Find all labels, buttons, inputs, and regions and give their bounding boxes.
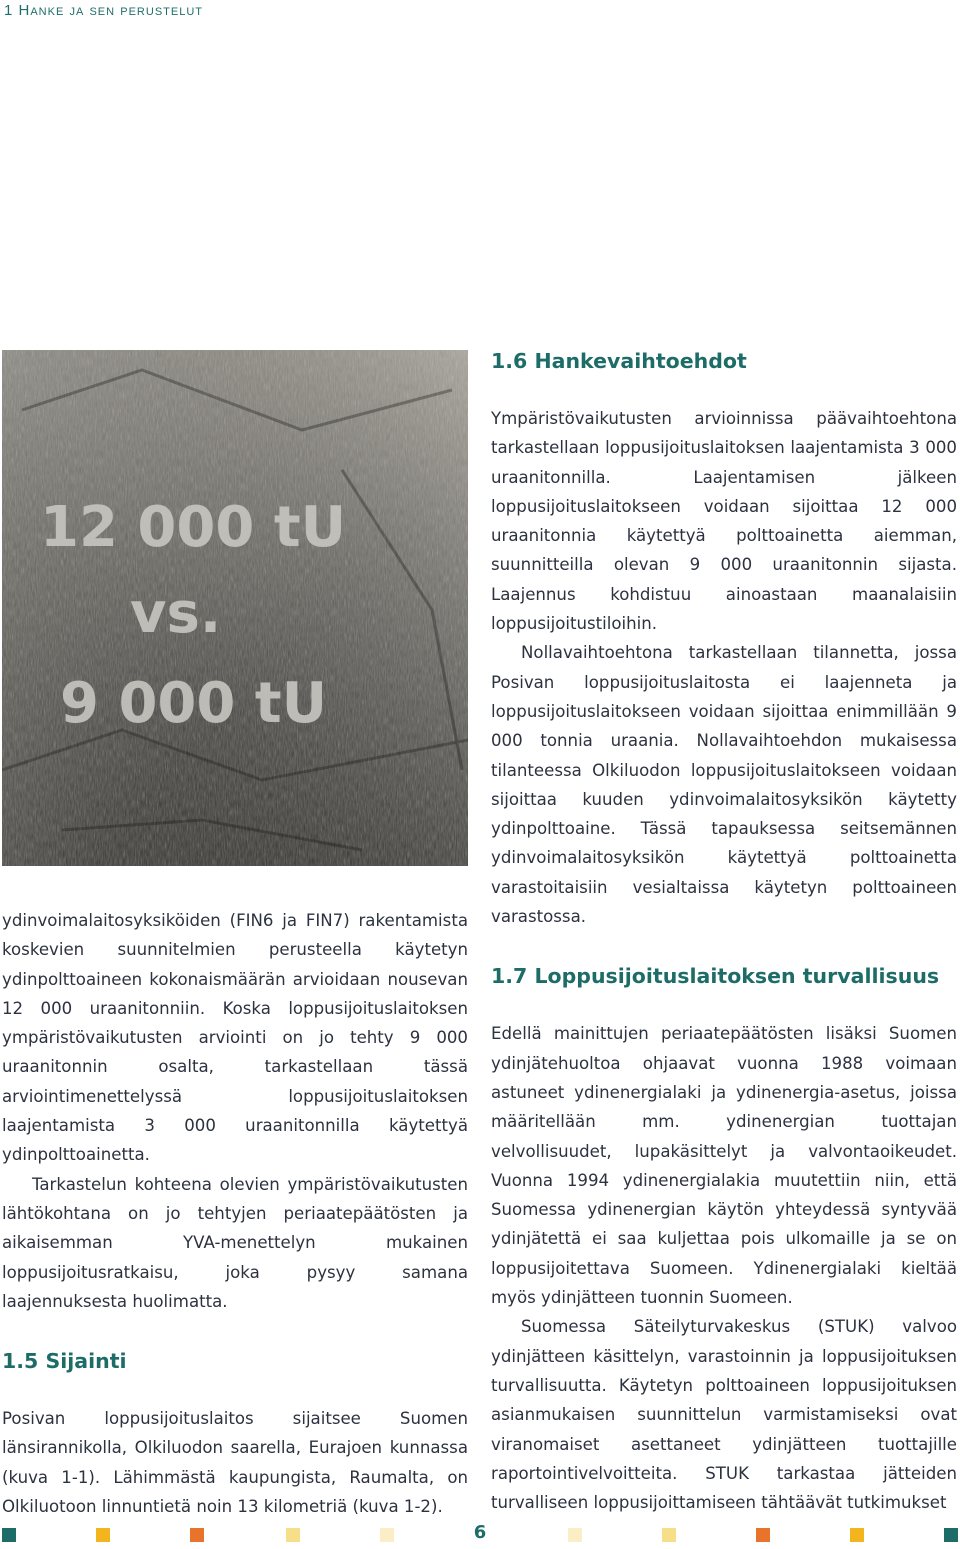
section-heading-turvallisuus: 1.7 Loppusijoituslaitoksen turvallisuus [491,964,940,989]
footer-square [2,1528,16,1542]
section-heading-sijainti: 1.5 Sijainti [2,1349,127,1374]
body-paragraph: Posivan loppusijoituslaitos sijaitsee Suomen länsirannikolla, Olkiluodon saarella, Eurajoen kunnassa (kuva 1-1). Lähimmästä kaupungista, Raumalta, on Olkiluotoon linnuntietä noin 13 kilometriä (kuva 1-2). [2,1409,468,1517]
body-paragraph: Suomessa Säteilyturvakeskus (STUK) valvoo ydinjätteen käsittelyn, varastoinnin ja loppusijoituksen turvallisuutta. Käytetyn polttoaineen loppusijoituksen asianmukaisen suunnittelun varmistamiseksi ovat viranomaiset asettaneet ydinjätteen tuottajille raportointivelvoitteita. STUK tarkastaa jätteiden turvalliseen loppusijoittamiseen tähtäävät tutkimukset [491,1317,957,1513]
section-heading-hankevaihtoehdot: 1.6 Hankevaihtoehdot [491,349,747,373]
rock-wall-image [2,350,468,866]
footer-square [756,1528,770,1542]
body-paragraph: Ympäristövaikutusten arvioinnissa päävaihtoehtona tarkastellaan loppusijoituslaitoksen laajentamista 3 000 uraanitonnilla. Laajentamisen jälkeen loppusijoituslaitokseen voidaan sijoittaa 12 000 uraanitonnia käytettyä polttoainetta aiemman, suunnitteilla olevan 9 000 uraanitonnin sijasta. Laajennus kohdistuu ainoastaan maanalaisiin loppusijoitustiloihin. [491,409,957,634]
footer-square [96,1528,110,1542]
rock-wall-photo [2,350,468,866]
page-footer [0,1524,960,1544]
running-header: 1 Hanke ja sen perustelut [4,2,203,19]
left-column [2,906,468,1521]
overlay-line-1: 12 000 tU [40,495,347,560]
overlay-line-2: vs. [130,581,222,646]
body-paragraph: Nollavaihtoehtona tarkastellaan tilannetta, jossa Posivan loppusijoituslaitosta ei laajenneta ja loppusijoituslaitokseen voidaan sijoittaa enimmillään 9 000 tonnia uraania. Nollavaihtoehdon mukaisessa tilanteessa Olkiluodon loppusijoituslaitokseen voidaan sijoittaa kuuden ydinvoimalaitosyksikön käytetty ydinpolttoaine. Tässä tapauksessa seitsemännen ydinvoimalaitosyksikön käytettyä polttoainetta varastoitaisiin vesialtaissa käytetyn polttoaineen varastossa. [491,643,957,927]
body-paragraph: Tarkastelun kohteena olevien ympäristövaikutusten lähtökohtana on jo tehtyjen periaatepäätösten ja aikaisemman YVA-menettelyn mukainen loppusijoitusratkaisu, joka pysyy samana laajennuksesta huolimatta. [2,1174,468,1311]
body-paragraph: ydinvoimalaitosyksiköiden (FIN6 ja FIN7) rakentamista koskevien suunnitelmien perusteella käytetyn ydinpolttoaineen kokonaismäärän arvioidaan nousevan 12 000 uraanitonniin. Koska loppusijoituslaitoksen ympäristövaikutusten arviointi on jo tehty 9 000 uraanitonnin osalta, tarkastellaan tässä arviointimenettelyssä loppusijoituslaitoksen laajentamista 3 000 uraanitonnilla käytettyä ydinpolttoainetta. [2,911,468,1165]
overlay-line-3: 9 000 tU [60,671,328,736]
footer-square [944,1528,958,1542]
footer-square [190,1528,204,1542]
footer-square [662,1528,676,1542]
body-paragraph: Edellä mainittujen periaatepäätösten lisäksi Suomen ydinjätehuoltoa ohjaavat vuonna 1988 voimaan astuneet ydinenergialaki ja ydinenergia-asetus, joissa määritellään mm. ydinenergian tuottajan velvollisuudet, lupakäsittelyt ja valvontaoikeudet. Vuonna 1994 ydinenergialakia muutettiin niin, että Suomessa ydinenergian käytön yhteydessä syntyvää ydinjätettä ei saa kuljettaa pois ulkomaille ja se on loppusijoitettava Suomeen. Ydinenergialaki kieltää myös ydinjätteen tuonnin Suomeen. [491,1024,957,1308]
footer-square [380,1528,394,1542]
right-column [491,346,957,1517]
footer-square [286,1528,300,1542]
page-number: 6 [473,1522,487,1543]
footer-square [568,1528,582,1542]
footer-square [850,1528,864,1542]
